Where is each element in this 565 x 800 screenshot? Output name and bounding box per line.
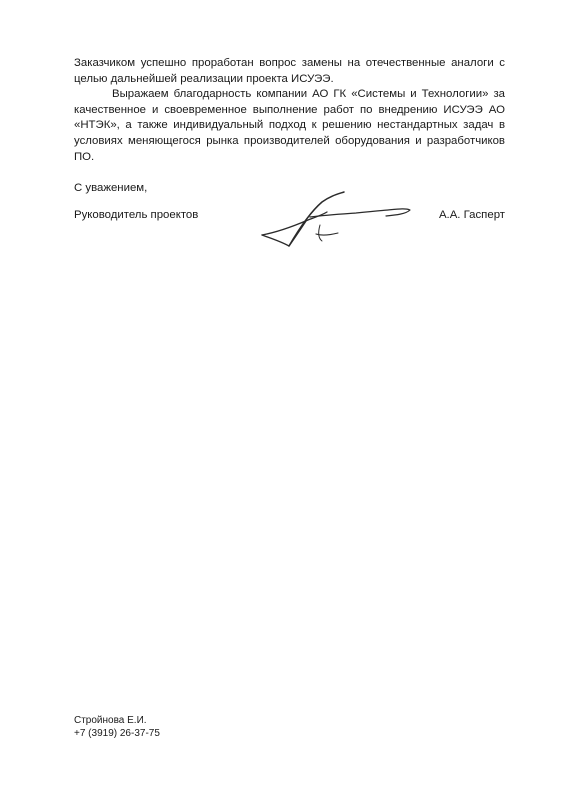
contact-phone: +7 (3919) 26-37-75 (74, 728, 160, 739)
paragraph-gratitude: Выражаем благодарность компании АО ГК «Системы и Технологии» за качественное и своевременное выполнение работ по внедрению ИСУЭЭ АО «НТЭК», а также индивидуальный подход к решению нестандартных задач в условиях меняющегося рынка производителей оборудования и разработчиков ПО. (74, 88, 505, 163)
signatory-name: А.А. Гасперт (438, 209, 505, 221)
contact-block (74, 714, 160, 740)
signatory-position: Руководитель проектов (74, 209, 199, 221)
handwritten-signature-icon (256, 190, 412, 250)
closing-regards: С уважением, (74, 182, 148, 194)
paragraph-replacement-analogs: Заказчиком успешно проработан вопрос замены на отечественные аналоги с целью дальнейшей реализации проекта ИСУЭЭ. (74, 57, 505, 85)
contact-name: Стройнова Е.И. (74, 715, 147, 726)
